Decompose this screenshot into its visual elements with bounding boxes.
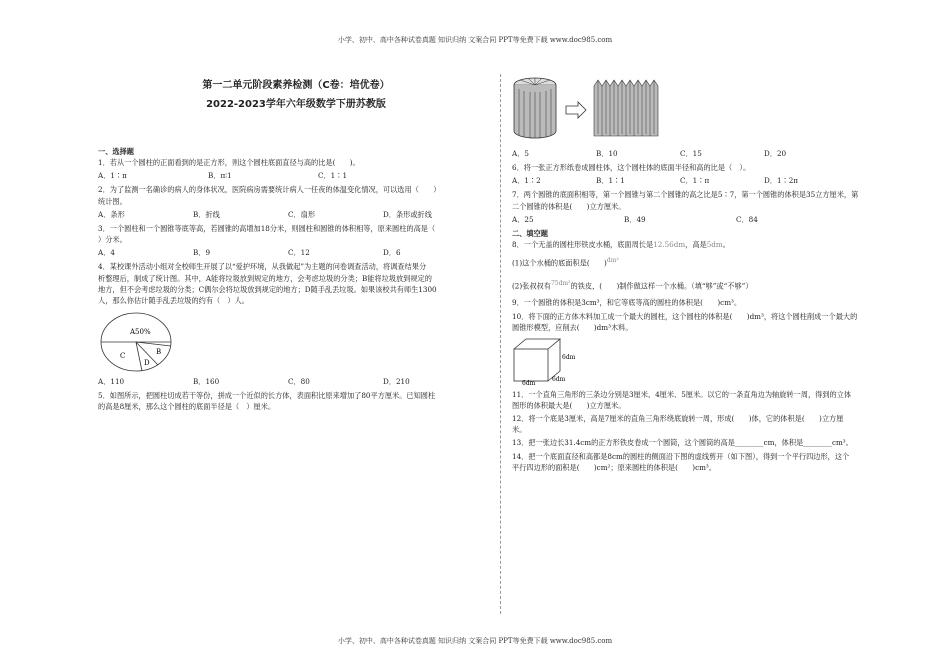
q8-part2-text: 的铁皮，( )制作做这样一个水桶。（填“够”或“不够”） bbox=[570, 281, 753, 291]
q14-line: 14．把一个底面直径和高都是8cm的圆柱的侧面沿下图的虚线剪开（如下图），得到一个平行四边形，这个 bbox=[512, 451, 850, 461]
question-10 bbox=[512, 311, 897, 333]
q8-height: 5dm bbox=[706, 240, 723, 250]
option: A．4 bbox=[98, 248, 115, 258]
cube-front bbox=[514, 349, 548, 381]
pie-label-b: B bbox=[156, 348, 162, 357]
cube-diagram bbox=[512, 335, 592, 385]
option: A．25 bbox=[512, 214, 534, 224]
question-6: 6．将一张正方形纸卷成圆柱体，这个圆柱体的底面半径和高的比是（ ）。 bbox=[512, 163, 751, 173]
q8-part2-text: (2)张叔叔有 bbox=[512, 281, 551, 291]
page-footer: 小学、初中、高中各种试卷真题 知识归纳 文案合同 PPT等免费下载 www.doc985.com bbox=[337, 637, 613, 645]
q4-line: 地方，但不会考虑垃圾的分类；C偶尔会将垃圾放到规定的地方；D随手乱丢垃圾。如果该校共有师生1300 bbox=[98, 284, 437, 294]
option: C．1∶π bbox=[680, 176, 710, 186]
q7-options bbox=[512, 214, 897, 225]
right-column bbox=[512, 76, 897, 475]
q12-line: 米。 bbox=[512, 425, 527, 435]
q2-line: 2．为了监测一名确诊的病人的身体状况，医院病房需要统计病人一任夜的体温变化情况，可以选用（ ） bbox=[98, 185, 441, 195]
option: C．12 bbox=[288, 248, 310, 258]
title-line2: 2022-2023学年六年级数学下册苏教版 bbox=[206, 99, 386, 110]
option: C．84 bbox=[736, 214, 758, 224]
column-divider bbox=[500, 74, 501, 614]
option: D．210 bbox=[383, 377, 410, 387]
q8-text: ，高是 bbox=[685, 240, 707, 250]
cube-side bbox=[548, 339, 560, 381]
q8-circumference: 12.56dm bbox=[653, 240, 686, 250]
option: B．49 bbox=[624, 214, 646, 224]
question-12 bbox=[512, 413, 897, 435]
option: C．扇形 bbox=[288, 209, 316, 219]
q1-options bbox=[98, 170, 494, 181]
option: A．110 bbox=[98, 377, 125, 387]
option: C．15 bbox=[680, 149, 702, 158]
option: B．10 bbox=[596, 149, 618, 158]
q3-options bbox=[98, 247, 494, 258]
question-14 bbox=[512, 451, 897, 473]
left-column bbox=[98, 76, 494, 415]
q8-text: 8．一个无盖的圆柱形铁皮水桶，底面周长是 bbox=[512, 240, 654, 250]
option: D．20 bbox=[764, 149, 787, 158]
q8-part1-text: (1)这个水桶的底面积是( ) bbox=[512, 258, 607, 268]
question-8 bbox=[512, 239, 897, 250]
option: B．9 bbox=[193, 248, 211, 258]
q8-sheet-area: 75dm² bbox=[550, 279, 571, 287]
q11-line: 11．一个直角三角形的三条边分别是3厘米、4厘米、5厘米。以它的一条直角边为轴旋转一周，得到的立体 bbox=[512, 389, 852, 399]
q10-line: 10．将下面的正方体木料加工成一个最大的圆柱，这个圆柱的体积是( )dm³，将这个圆柱削成一个最大的 bbox=[512, 311, 858, 321]
page-header: 小学、初中、高中各种试卷真题 知识归纳 文案合同 PPT等免费下载 www.doc985.com bbox=[337, 36, 613, 44]
question-7 bbox=[512, 189, 897, 211]
pie-label-d: D bbox=[144, 359, 150, 368]
q4-line: 析整理后，制成了统计图。其中，A能将垃圾放到规定的地方，会考虑垃圾的分类；B能将垃圾放到规定的 bbox=[98, 273, 432, 283]
option: C．80 bbox=[288, 377, 310, 387]
option: D．1∶2π bbox=[764, 176, 799, 186]
q4-line: 4．某校课外活动小组对全校师生开展了以“爱护环境，从我做起”为主题的问卷调查活动，将调查结果分 bbox=[98, 262, 427, 272]
option: A．5 bbox=[512, 149, 529, 158]
section-fill: 二、填空题 bbox=[512, 228, 548, 238]
question-5 bbox=[98, 390, 494, 412]
option: B．π∶1 bbox=[208, 171, 232, 181]
q12-line: 12．将一个底是3厘米，高是7厘米的直角三角形绕底旋转一周，形成( )体，它的体积是( )立方厘 bbox=[512, 414, 844, 424]
cube-height-label: 6dm bbox=[562, 353, 576, 361]
cube-width-label: 6dm bbox=[522, 379, 536, 385]
q5-options bbox=[512, 148, 897, 159]
q5-line: 的高是8厘米，那么这个圆柱的底面半径是（ ）厘米。 bbox=[98, 402, 276, 412]
cube-top bbox=[514, 339, 560, 349]
option: C．1∶1 bbox=[318, 171, 348, 181]
question-4 bbox=[98, 261, 494, 306]
q8-part2 bbox=[512, 279, 897, 292]
question-3 bbox=[98, 223, 494, 245]
option: D．条形或折线 bbox=[383, 209, 432, 219]
q2-options bbox=[98, 209, 494, 220]
q4-line: 人，那么你估计随手乱丢垃圾的约有（ ）人。 bbox=[98, 295, 249, 305]
pie-chart bbox=[100, 310, 180, 374]
title-line1: 第一二单元阶段素养检测（C卷：培优卷） bbox=[202, 80, 390, 91]
q3-line: 3．一个圆柱和一个圆锥等底等高，若圆锥的高增加18分米，则圆柱和圆锥的体积相等，原来圆柱的高是（ bbox=[98, 223, 436, 233]
option: A．1∶π bbox=[98, 171, 127, 181]
question-1: 1．若从一个圆柱的正面看到的是正方形，则这个圆柱底面直径与高的比是( )。 bbox=[98, 158, 360, 168]
q6-options bbox=[512, 175, 897, 186]
q2-line: 统计图。 bbox=[98, 196, 127, 206]
option: D．6 bbox=[383, 248, 401, 258]
option: B．1∶1 bbox=[596, 176, 625, 186]
q11-line: 图形的体积最大是( )立方厘米。 bbox=[512, 400, 626, 410]
option: B．160 bbox=[193, 377, 220, 387]
option: A．1∶2 bbox=[512, 176, 541, 186]
pie-divider bbox=[136, 342, 171, 346]
q8-text: 。 bbox=[722, 240, 730, 250]
q14-line: 平行四边形的面积是( )cm²；原来圆柱的体积是( )cm³。 bbox=[512, 462, 716, 472]
question-13: 13．把一张边长31.4cm的正方形铁皮卷成一个圆筒，这个圆筒的高是________cm，体积是________cm³。 bbox=[512, 438, 853, 448]
question-2 bbox=[98, 184, 494, 206]
option: A．条形 bbox=[98, 209, 125, 219]
pie-divider bbox=[136, 342, 142, 371]
option: B．折线 bbox=[193, 209, 220, 219]
pie-label-a: A50% bbox=[130, 328, 151, 337]
q4-options bbox=[98, 376, 494, 387]
question-11 bbox=[512, 389, 897, 411]
pie-label-c: C bbox=[120, 352, 126, 361]
q8-part1 bbox=[512, 256, 897, 269]
cylinder-diagram bbox=[512, 76, 662, 144]
cylinder-stripes bbox=[519, 89, 551, 138]
cube-depth-label: 6dm bbox=[552, 375, 566, 383]
q7-line: 二个圆锥的体积是( )立方厘米。 bbox=[512, 201, 626, 211]
arrow-icon bbox=[566, 102, 586, 118]
q3-line: ）分米。 bbox=[98, 235, 127, 245]
q7-line: 7．两个圆锥的底面积相等，第一个圆锥与第二个圆锥的高之比是5∶7，第一个圆锥的体积是35立方厘米，第 bbox=[512, 190, 859, 200]
question-9: 9．一个圆锥的体积是3cm³，和它等底等高的圆柱的体积是( )cm³。 bbox=[512, 298, 742, 308]
section-choice: 一、选择题 bbox=[98, 147, 134, 156]
q8-unit: dm² bbox=[606, 257, 619, 265]
q5-line: 5．如图所示，把圆柱切成若干等份，拼成一个近似的长方体，表面积比原来增加了80平方厘米。已知圆柱 bbox=[98, 391, 436, 401]
q10-line: 圆锥形模型，应削去( )dm³木料。 bbox=[512, 322, 633, 332]
